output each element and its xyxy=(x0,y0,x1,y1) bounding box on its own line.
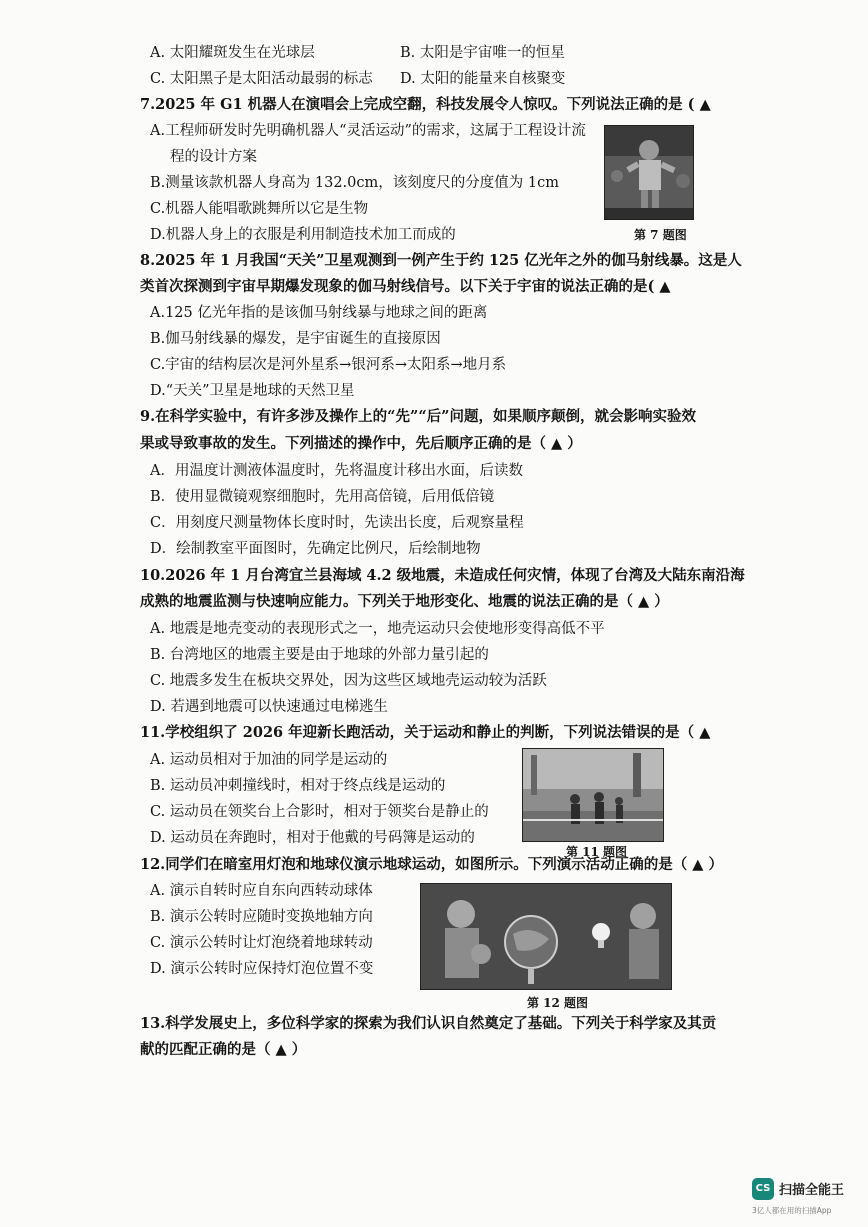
q10-option-a: A. 地震是地壳变动的表现形式之一，地壳运动只会使地形变得高低不平 xyxy=(150,621,605,637)
watermark-app-name: 扫描全能王 xyxy=(779,1183,845,1198)
q9-option-d: D．绘制教室平面图时，先确定比例尺，后绘制地物 xyxy=(150,541,481,557)
q10-option-b: B. 台湾地区的地震主要是由于地球的外部力量引起的 xyxy=(150,647,489,663)
q11-option-d: D. 运动员在奔跑时，相对于他戴的号码簿是运动的 xyxy=(150,830,475,846)
q10-stem-line2: 成熟的地震监测与快速响应能力。下列关于地形变化、地震的说法正确的是（ ▲ ） xyxy=(140,593,669,610)
q12-stem: 12.同学们在暗室用灯泡和地球仪演示地球运动，如图所示。下列演示活动正确的是（ ▲ ） xyxy=(140,856,723,873)
q11-option-c: C. 运动员在领奖台上合影时，相对于领奖台是静止的 xyxy=(150,804,489,820)
q7-option-b: B.测量该款机器人身高为 132.0cm，该刻度尺的分度值为 1cm xyxy=(150,175,559,191)
q12-option-d: D. 演示公转时应保持灯泡位置不变 xyxy=(150,961,374,977)
q6-option-a: A. 太阳耀斑发生在光球层 xyxy=(150,45,315,61)
q8-option-a: A.125 亿光年指的是该伽马射线暴与地球之间的距离 xyxy=(150,305,488,321)
q10-option-c: C. 地震多发生在板块交界处，因为这些区域地壳运动较为活跃 xyxy=(150,673,547,689)
watermark-tagline: 3亿人都在用的扫描App xyxy=(752,1206,832,1215)
q12-option-b: B. 演示公转时应随时变换地轴方向 xyxy=(150,909,373,925)
q11-option-b: B. 运动员冲刺撞线时，相对于终点线是运动的 xyxy=(150,778,446,794)
q10-stem-line1: 10.2026 年 1 月台湾宜兰县海域 4.2 级地震，未造成任何灾情，体现了台湾及大陆东南沿海 xyxy=(140,567,745,584)
q11-option-a: A. 运动员相对于加油的同学是运动的 xyxy=(150,752,388,768)
q7-figure-caption: 第 7 题图 xyxy=(634,228,687,242)
q9-stem-line1: 9.在科学实验中，有许多涉及操作上的“先”“后”问题，如果顺序颠倒，就会影响实验效 xyxy=(140,408,696,425)
q13-stem-line2: 献的匹配正确的是（ ▲ ） xyxy=(140,1041,307,1058)
q7-robot-photo xyxy=(604,125,694,220)
q11-running-photo xyxy=(522,748,664,842)
scanner-watermark xyxy=(752,1178,862,1218)
q7-option-a: A.工程师研发时先明确机器人“灵活运动”的需求，这属于工程设计流 xyxy=(150,123,586,139)
q11-stem: 11.学校组织了 2026 年迎新长跑活动，关于运动和静止的判断，下列说法错误的是（ ▲ xyxy=(140,724,711,741)
q12-globe-lamp-illustration xyxy=(420,883,672,990)
q10-option-d: D. 若遇到地震可以快速通过电梯逃生 xyxy=(150,699,388,715)
q8-option-b: B.伽马射线暴的爆发，是宇宙诞生的直接原因 xyxy=(150,331,441,347)
q9-option-c: C．用刻度尺测量物体长度时时，先读出长度，后观察量程 xyxy=(150,515,524,531)
q7-stem: 7.2025 年 G1 机器人在演唱会上完成空翻，科技发展令人惊叹。下列说法正确的是 ( ▲ xyxy=(140,96,711,113)
q8-option-c: C.宇宙的结构层次是河外星系→银河系→太阳系→地月系 xyxy=(150,357,507,373)
q8-option-d: D.“天关”卫星是地球的天然卫星 xyxy=(150,383,355,399)
q12-option-a: A. 演示自转时应自东向西转动球体 xyxy=(150,883,373,899)
q6-option-c: C. 太阳黑子是太阳活动最弱的标志 xyxy=(150,71,373,87)
q9-option-b: B．使用显微镜观察细胞时，先用高倍镜，后用低倍镜 xyxy=(150,489,495,505)
q9-stem-line2: 果或导致事故的发生。下列描述的操作中，先后顺序正确的是（ ▲ ） xyxy=(140,435,582,452)
q12-option-c: C. 演示公转时让灯泡绕着地球转动 xyxy=(150,935,373,951)
q8-stem-line2: 类首次探测到宇宙早期爆发现象的伽马射线信号。以下关于宇宙的说法正确的是( ▲ xyxy=(140,278,671,295)
q7-option-c: C.机器人能唱歌跳舞所以它是生物 xyxy=(150,201,369,217)
q6-option-d: D. 太阳的能量来自核聚变 xyxy=(400,71,566,87)
q7-option-d: D.机器人身上的衣服是利用制造技术加工而成的 xyxy=(150,227,456,243)
q7-option-a-cont: 程的设计方案 xyxy=(170,149,257,165)
q8-stem-line1: 8.2025 年 1 月我国“天关”卫星观测到一例产生于约 125 亿光年之外的伽马射线暴。这是人 xyxy=(140,252,742,269)
q12-figure-caption: 第 12 题图 xyxy=(527,996,589,1010)
camscanner-logo-icon: CS xyxy=(752,1178,774,1200)
q13-stem-line1: 13.科学发展史上，多位科学家的探索为我们认识自然奠定了基础。下列关于科学家及其贡 xyxy=(140,1015,717,1032)
q11-figure-caption: 第 11 题图 xyxy=(566,845,628,859)
q6-option-b: B. 太阳是宇宙唯一的恒星 xyxy=(400,45,565,61)
q9-option-a: A．用温度计测液体温度时，先将温度计移出水面，后读数 xyxy=(150,463,523,479)
